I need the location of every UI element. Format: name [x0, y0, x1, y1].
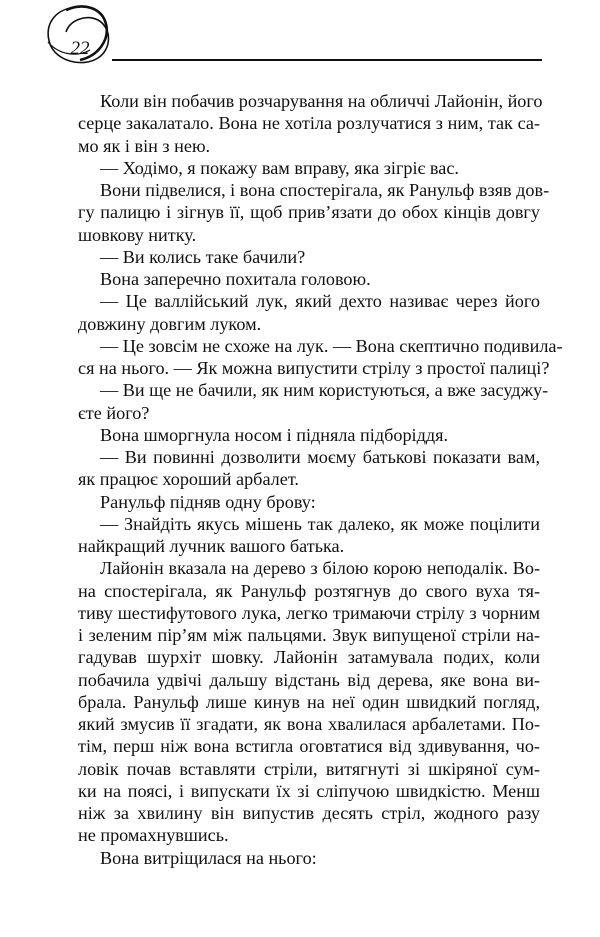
text-line: шовкову нитку.	[78, 224, 197, 245]
text-line: довжину довгим луком.	[78, 313, 262, 334]
text-line: тиву шестифутового лука, легко тримаючи стрілу з чорним	[78, 602, 540, 623]
text-line: Вона шморгнула носом і підняла підборіддя.	[100, 424, 449, 445]
text-line: тім, перш ніж вона встигла оговтатися від здивування, чо-	[78, 736, 540, 757]
text-line: побачила удвічі дальшу відстань від дерева, яке вона ви-	[78, 669, 540, 690]
text-line: серце закалатало. Вона не хотіла розлучатися з ним, так са-	[78, 113, 540, 134]
text-line: єте його?	[78, 402, 150, 423]
text-line: ніж за хвилину він випустив десять стріл, жодного разу	[78, 803, 540, 823]
text-line: Вона заперечно похитала головою.	[100, 269, 371, 289]
text-line: брала. Ранульф лише кинув на неї один швидкий погляд,	[78, 691, 540, 712]
text-line: ки на поясі, і випускати їх зі сліпучою швидкістю. Менш	[78, 780, 540, 801]
text-line: як працює хороший арбалет.	[78, 469, 299, 490]
text-line: Вони підвелися, і вона спостерігала, як Ранульф взяв дов-	[100, 180, 550, 200]
text-line: найкращий лучник вашого батька.	[78, 536, 345, 556]
text-line: гадував шурхіт шовку. Лайонін затамувала подих, коли	[78, 647, 540, 668]
text-line: — Це валлійський лук, який дехто називає через його	[100, 291, 540, 312]
text-line: мо як і він з нею.	[78, 135, 211, 156]
text-line: Ранульф підняв одну брову:	[100, 491, 316, 512]
header-rule	[112, 59, 542, 61]
text-line: і зеленим пір’ям між пальцями. Звук випущеної стріли на-	[78, 625, 540, 645]
text-line: не промахнувшись.	[78, 825, 229, 846]
text-line: ловік почав вставляти стріли, витягнуті зі шкіряної сум-	[78, 758, 540, 779]
text-line: — Ви повинні дозволити моєму батькові показати вам,	[100, 447, 540, 467]
text-line: — Це зовсім не схоже на лук. — Вона скептично подивила-	[100, 335, 563, 356]
page-number: 22	[70, 38, 90, 59]
text-line: — Ви колись таке бачили?	[100, 246, 306, 267]
text-line: — Ви ще не бачили, як ним користуються, а вже засуджу-	[100, 380, 549, 401]
text-line: який змусив її згадати, як вона хвалилася арбалетами. Пo-	[78, 714, 540, 734]
body-text	[78, 90, 563, 869]
text-line: на спостерігала, як Ранульф розтягнув до свого вуха тя-	[78, 580, 540, 601]
page-header	[0, 0, 600, 80]
text-line: — Ходімо, я покажу вам вправу, яка зігріє вас.	[100, 157, 459, 178]
text-line: гу палицю і зігнув її, щоб прив’язати до обох кінців довгу	[78, 202, 540, 223]
text-line: ся на нього. — Як можна випустити стрілу з простої палиці?	[78, 358, 550, 378]
text-line: Коли він побачив розчарування на обличчі Лайонін, його	[100, 91, 543, 111]
text-line: Вона витріщилася на нього:	[100, 847, 317, 868]
text-line: — Знайдіть якусь мішень так далеко, як може поцілити	[100, 513, 540, 534]
text-line: Лайонін вказала на дерево з білою корою неподалік. Во-	[100, 558, 540, 579]
